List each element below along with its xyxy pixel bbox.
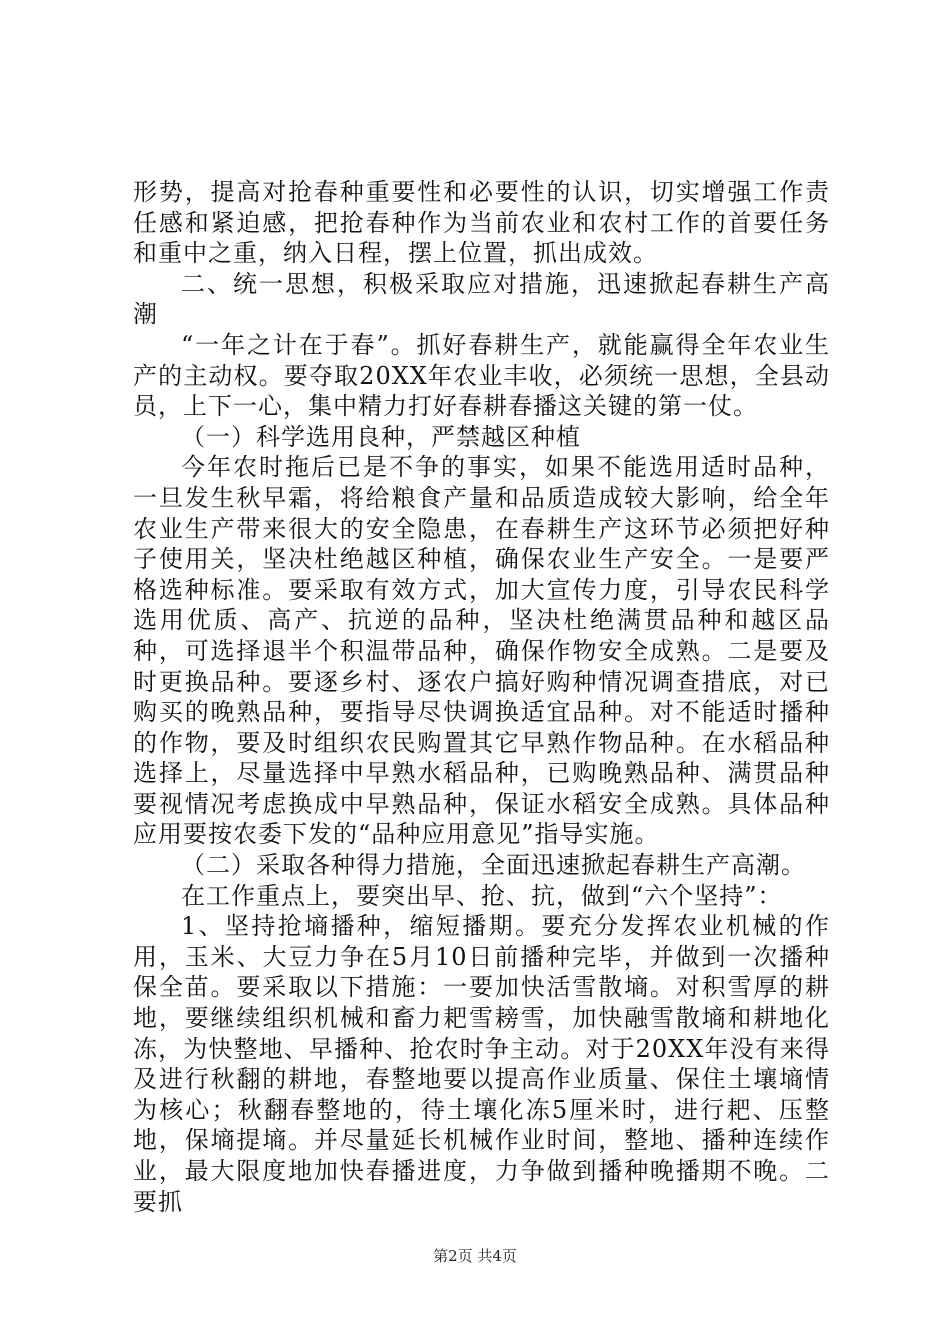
paragraph: 形势，提高对抢春种重要性和必要性的认识，切实增强工作责任感和紧迫感，把抢春种作为当前农业和农村工作的首要任务和重中之重，纳入日程，摆上位置，抓出成效。 [133,178,830,268]
page-footer: 第2页 共4页 [433,1247,517,1265]
paragraph: 今年农时拖后已是不争的事实，如果不能选用适时品种，一旦发生秋早霜，将给粮食产量和品质造成较大影响，给全年农业生产带来很大的安全隐患，在春耕生产这环节必须把好种子使用关，坚决杜绝越区种植，确保农业生产安全。一是要严格选种标准。要采取有效方式，加大宣传力度，引导农民科学选用优质、高产、抗逆的品种，坚决杜绝满贯品种和越区品种，可选择退半个积温带品种，确保作物安全成熟。二是要及时更换品种。要逐乡村、逐农户搞好购种情况调查措底，对已购买的晚熟品种，要指导尽快调换适宜品种。对不能适时播种的作物，要及时组织农民购置其它早熟作物品种。在水稻品种选择上，尽量选择中早熟水稻品种，已购晚熟品种、满贯品种要视情况考虑换成中早熟品种，保证水稻安全成熟。具体品种应用要按农委下发的“品种应用意见”指导实施。 [133,453,830,849]
subsection-heading: （二）采取各种得力措施，全面迅速掀起春耕生产高潮。 [181,851,806,880]
section-heading: 二、统一思想，积极采取应对措施，迅速掀起春耕生产高潮 [133,269,830,329]
document-body [133,177,830,1217]
paragraph: 1、坚持抢墒播种，缩短播期。要充分发挥农业机械的作用，玉米、大豆力争在5月10日前播种完毕，并做到一次播种保全苗。要采取以下措施：一要加快活雪散墒。对积雪厚的耕地，要继续组织机械和畜力耙雪耪雪，加快融雪散墒和耕地化冻，为快整地、早播种、抢农时争主动。对于20XX年没有来得及进行秋翻的耕地，春整地要以提高作业质量、保住土壤墒情为核心；秋翻春整地的，待土壤化冻5厘米时，进行耙、压整地，保墒提墒。并尽量延长机械作业时间，整地、播种连续作业，最大限度地加快春播进度，力争做到播种晚播期不晚。二要抓 [133,912,830,1216]
subsection-heading: （一）科学选用良种，严禁越区种植 [181,422,581,451]
paragraph: 在工作重点上，要突出早、抢、抗，做到“六个坚持”： [181,881,783,910]
paragraph: “一年之计在于春”。抓好春耕生产，就能赢得全年农业生产的主动权。要夺取20XX年农业丰收，必须统一思想，全县动员，上下一心，集中精力打好春耕春播这关键的第一仗。 [133,330,830,421]
